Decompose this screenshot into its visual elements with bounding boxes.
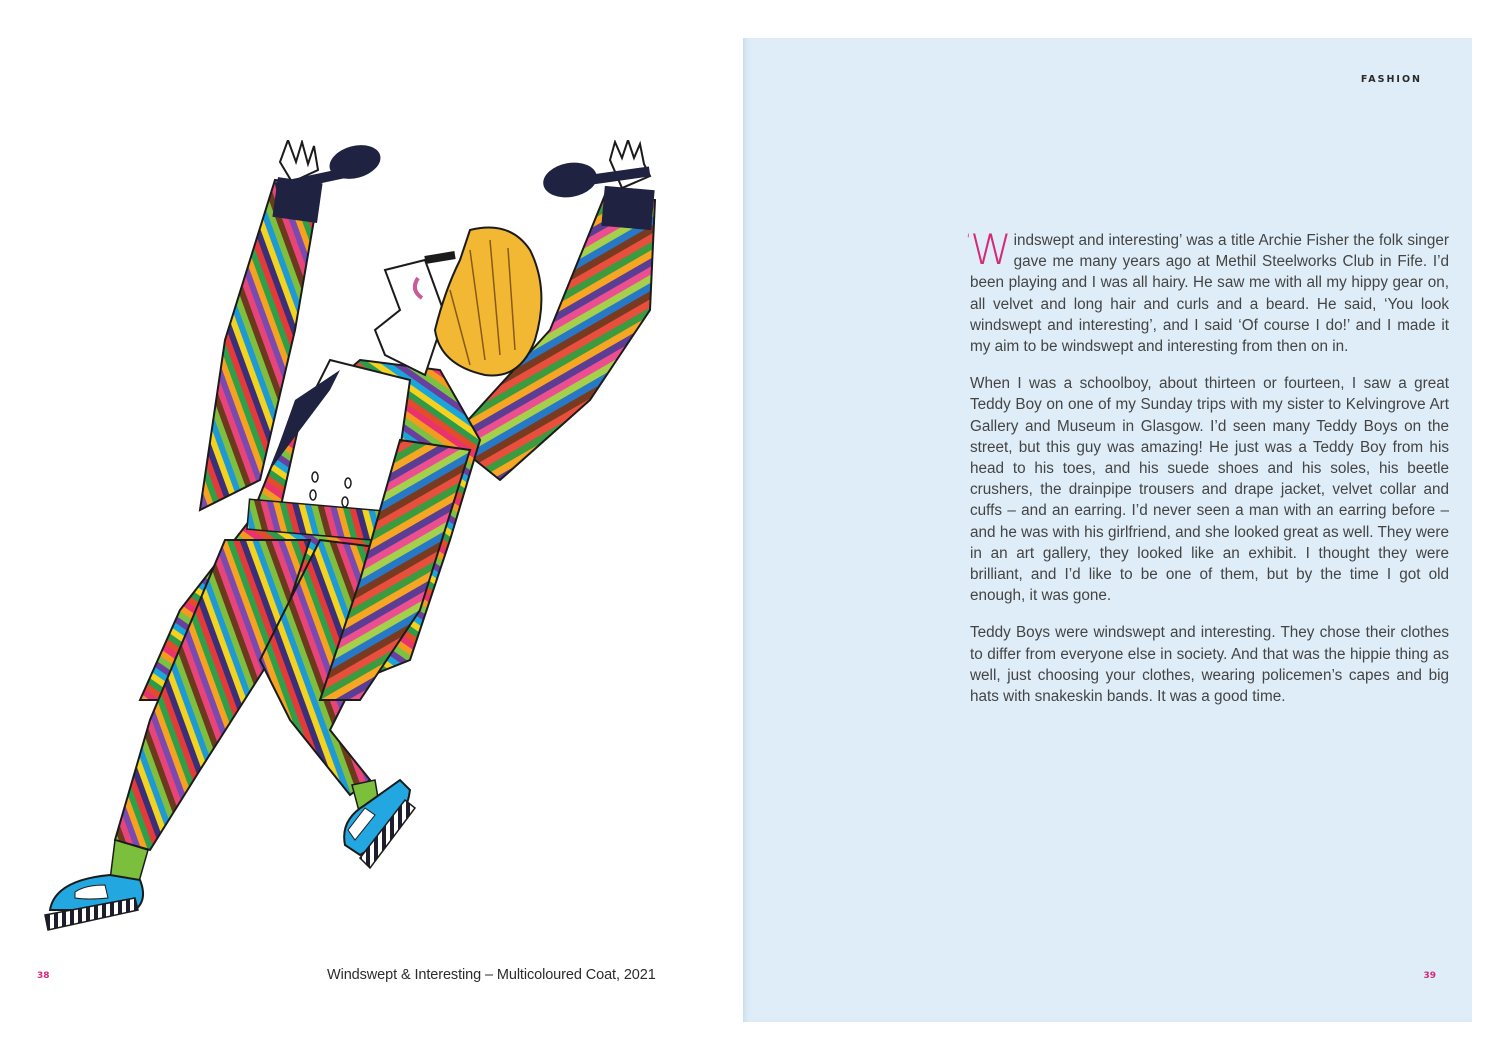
- drop-cap: [966, 225, 1010, 274]
- paragraph-2: When I was a schoolboy, about thirteen or fourteen, I saw a great Teddy Boy on one of my Sunday trips with my sister to Kelvingrove Art Gallery and Museum in Glasgow. I’d seen many Teddy Boys on the street, but this guy was amazing! He just was a Teddy Boy from his head to his toes, and his suede shoes and his soles, his beetle crushers, the drainpipe trousers and drape jacket, velvet collar and cuffs – and an earring. I’d never seen a man with an earring before – and he was with his girlfriend, and she looked great as well. They were in an art gallery, they looked like an exhibit. I thought they were brilliant, and I’d like to be one of them, but by the time I got old enough, it was gone.: [970, 375, 1449, 605]
- page-number-right: 39: [1423, 971, 1436, 981]
- section-label: FASHION: [1360, 74, 1422, 85]
- multicoloured-coat-illustration: [30, 140, 680, 940]
- article-body: [966, 225, 1449, 723]
- paragraph-1: [966, 225, 1449, 357]
- left-page: [0, 0, 743, 1061]
- paragraph-3: Teddy Boys were windswept and interesting. They chose their clothes to differ from everyone else in society. And that was the hippie thing as well, just choosing your clothes, wearing policemen’s capes and big hats with snakeskin bands. It was a good time.: [970, 624, 1449, 706]
- drop-cap-letter: W: [970, 225, 1010, 274]
- page-number-left: 38: [37, 971, 50, 981]
- drop-cap-quote: ‘: [966, 230, 970, 249]
- illustration-caption: Windswept & Interesting – Multicoloured Coat, 2021: [327, 967, 656, 983]
- paragraph-1-text: indswept and interesting’ was a title Archie Fisher the folk singer gave me many years ago at Methil Steelworks Club in Fife. I’d been playing and I was all hairy. He saw me with all my hippy gear on, all velvet and long hair and curls and a beard. He said, ‘You look windswept and interesting’, and I said ‘Of course I do!’ and I made it my aim to be windswept and interesting from then on in.: [970, 232, 1449, 356]
- right-page: [743, 38, 1472, 1022]
